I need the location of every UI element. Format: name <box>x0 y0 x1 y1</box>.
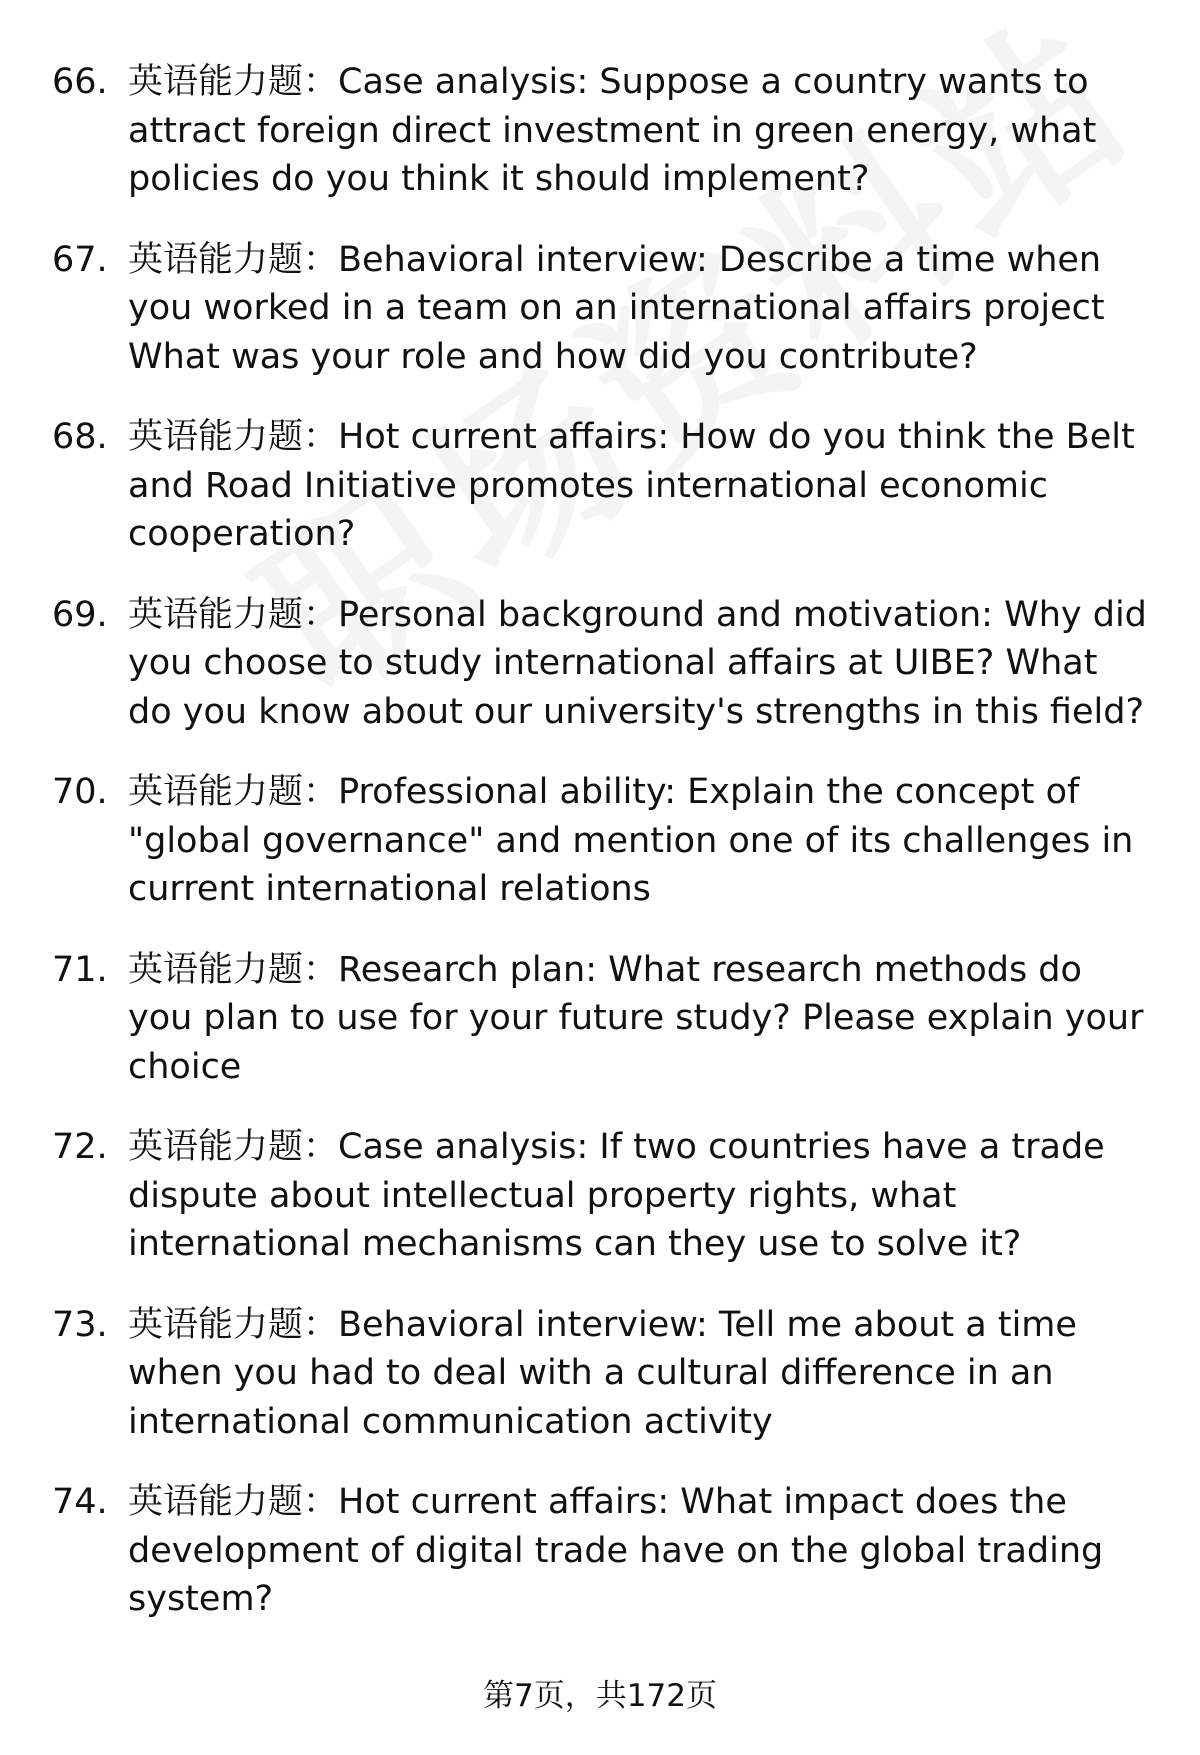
question-list <box>52 58 1152 1656</box>
question-text: 英语能力题：Behavioral interview: Describe a time when you worked in a team on an international affairs project What was your role and how did you contribute? <box>128 239 1105 377</box>
list-item <box>52 591 1152 737</box>
question-text: 英语能力题：Hot current affairs: What impact does the development of digital trade have on the global trading system? <box>128 1482 1104 1619</box>
list-item <box>52 236 1152 382</box>
list-item <box>52 1123 1152 1269</box>
question-number: 67. <box>52 239 108 280</box>
list-item <box>52 58 1152 204</box>
question-text: 英语能力题：Hot current affairs: How do you think the Belt and Road Initiative promotes international economic cooperation? <box>128 417 1135 554</box>
list-item <box>52 768 1152 914</box>
question-number: 69. <box>52 594 108 635</box>
list-item <box>52 1301 1152 1447</box>
question-text: 英语能力题：Case analysis: Suppose a country wants to attract foreign direct investment in green energy, what policies do you think it should implement? <box>128 62 1097 199</box>
question-number: 66. <box>52 62 108 102</box>
question-number: 68. <box>52 417 108 457</box>
list-item <box>52 413 1152 559</box>
question-number: 74. <box>52 1482 108 1522</box>
question-text: 英语能力题：Case analysis: If two countries have a trade dispute about intellectual property rights, what international mechanisms can they use to solve it? <box>128 1127 1105 1264</box>
question-number: 70. <box>52 772 108 812</box>
list-item <box>52 946 1152 1092</box>
list-item <box>52 1478 1152 1624</box>
question-number: 71. <box>52 949 108 990</box>
question-text: 英语能力题：Professional ability: Explain the concept of "global governance" and mention one of its challenges in current international relations <box>128 772 1134 909</box>
page-number-label: 第7页，共172页 <box>483 1678 717 1714</box>
question-number: 72. <box>52 1127 108 1167</box>
page-footer <box>0 1676 1200 1716</box>
question-text: 英语能力题：Behavioral interview: Tell me about a time when you had to deal with a cultural difference in an international communication activity <box>128 1304 1077 1442</box>
question-number: 73. <box>52 1304 108 1345</box>
question-text: 英语能力题：Personal background and motivation: Why did you choose to study international affairs at UIBE? What do you know about our university's strengths in this field? <box>128 594 1147 732</box>
question-text: 英语能力题：Research plan: What research methods do you plan to use for your future study? Please explain your choice <box>128 949 1144 1087</box>
